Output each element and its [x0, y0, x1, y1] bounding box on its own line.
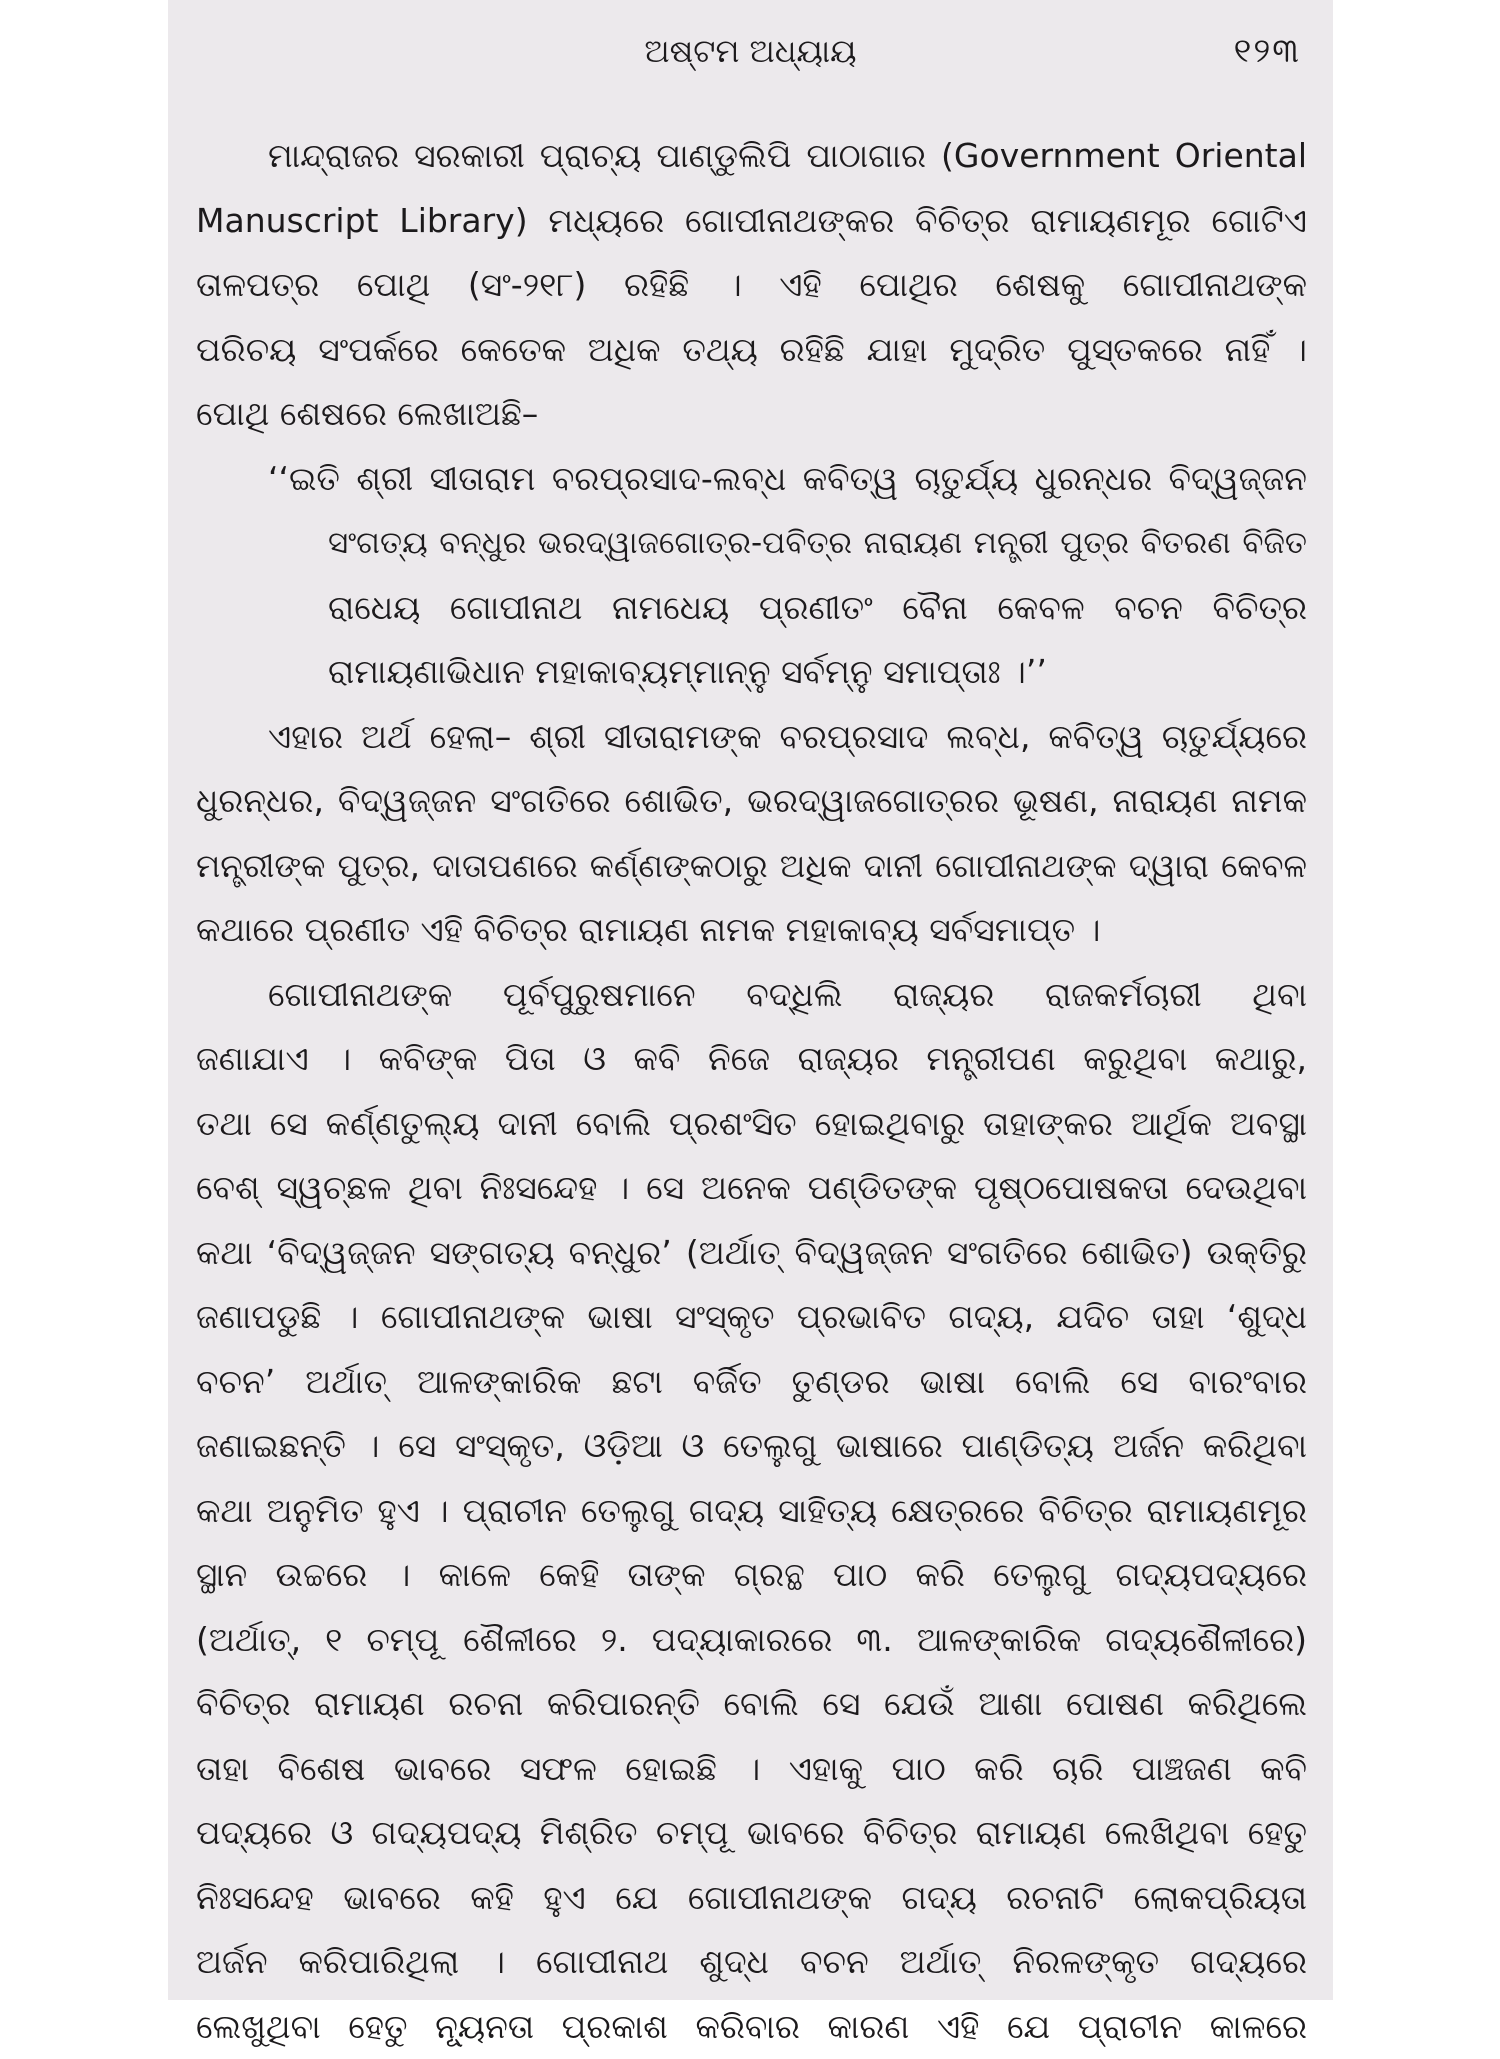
- page-number: ୧୨୩: [1234, 26, 1301, 76]
- text-line: ଏହାର ଅର୍ଥ ହେଲା– ଶ୍ରୀ ସୀତାରାମଙ୍କ ବରପ୍ରସାଦ ଲବ୍ଧ, କବିତ୍ୱ ଚାତୁର୍ଯ୍ୟରେ: [196, 705, 1307, 770]
- text-line: ଅର୍ଜନ କରିପାରିଥିଲା । ଗୋପୀନାଥ ଶୁଦ୍ଧ ବଚନ ଅର୍ଥାତ୍ ନିରଳଙ୍କୃତ ଗଦ୍ୟରେ: [196, 1930, 1307, 1995]
- text-line: ସଂଗତ୍ୟ ବନ୍ଧୁର ଭରଦ୍ୱାଜଗୋତ୍ର-ପବିତ୍ର ନାରାୟଣ ମନ୍ତ୍ରୀ ପୁତ୍ର ବିତରଣ ବିଜିତ: [196, 511, 1307, 576]
- running-head: [168, 26, 1333, 76]
- text-line: Manuscript Library) ମଧ୍ୟରେ ଗୋପୀନାଥଙ୍କର ବିଚିତ୍ର ରାମାୟଣମୂର ଗୋଟିଏ: [196, 189, 1307, 254]
- text-line: ବିଚିତ୍ର ରାମାୟଣ ରଚନା କରିପାରନ୍ତି ବୋଲି ସେ ଯେଉଁ ଆଶା ପୋଷଣ କରିଥିଲେ: [196, 1672, 1307, 1737]
- text-line: ପୋଥି ଶେଷରେ ଲେଖାଅଛି–: [196, 382, 1307, 447]
- text-line: ବଚନ’ ଅର୍ଥାତ୍ ଆଳଙ୍କାରିକ ଛଟା ବର୍ଜିତ ତୁଣ୍ଡର ଭାଷା ବୋଲି ସେ ବାରଂବାର: [196, 1350, 1307, 1415]
- text-line: ଗୋପୀନାଥଙ୍କ ପୂର୍ବପୁରୁଷମାନେ ବଦ୍ଧିଲି ରାଜ୍ୟର ରାଜକର୍ମଚାରୀ ଥିବା: [196, 963, 1307, 1028]
- book-page: [168, 0, 1333, 2000]
- text-line: ତାଳପତ୍ର ପୋଥି (ସଂ-୨୧୮) ରହିଛି । ଏହି ପୋଥିର ଶେଷକୁ ଗୋପୀନାଥଙ୍କ: [196, 253, 1307, 318]
- text-line: ମନ୍ତ୍ରୀଙ୍କ ପୁତ୍ର, ଦାତାପଣରେ କର୍ଣ୍ଣଙ୍କଠାରୁ ଅଧିକ ଦାନୀ ଗୋପୀନାଥଙ୍କ ଦ୍ୱାରା କେବଳ: [196, 834, 1307, 899]
- text-line: ଜଣାଇଛନ୍ତି । ସେ ସଂସ୍କୃତ, ଓଡ଼ିଆ ଓ ତେଲୁଗୁ ଭାଷାରେ ପାଣ୍ଡିତ୍ୟ ଅର୍ଜନ କରିଥିବା: [196, 1414, 1307, 1479]
- text-line: ଜଣାପଡୁଛି । ଗୋପୀନାଥଙ୍କ ଭାଷା ସଂସ୍କୃତ ପ୍ରଭାବିତ ଗଦ୍ୟ, ଯଦିଚ ତାହା ‘ଶୁଦ୍ଧ: [196, 1285, 1307, 1350]
- text-line: ପରିଚୟ ସଂପର୍କରେ କେତେକ ଅଧିକ ତଥ୍ୟ ରହିଛି ଯାହା ମୁଦ୍ରିତ ପୁସ୍ତକରେ ନାହିଁ ।: [196, 318, 1307, 383]
- text-line: ଜଣାଯାଏ । କବିଙ୍କ ପିତା ଓ କବି ନିଜେ ରାଜ୍ୟର ମନ୍ତ୍ରୀପଣ କରୁଥିବା କଥାରୁ,: [196, 1027, 1307, 1092]
- chapter-title: ଅଷ୍ଟମ ଅଧ୍ୟାୟ: [168, 26, 1333, 76]
- text-line: ରାଧେୟ ଗୋପୀନାଥ ନାମଧେୟ ପ୍ରଣୀତଂ ବୈନା କେବଳ ବଚନ ବିଚିତ୍ର: [196, 576, 1307, 641]
- text-line: ପଦ୍ୟରେ ଓ ଗଦ୍ୟପଦ୍ୟ ମିଶ୍ରିତ ଚମ୍ପୂ ଭାବରେ ବିଚିତ୍ର ରାମାୟଣ ଲେଖିଥିବା ହେତୁ: [196, 1801, 1307, 1866]
- text-line: (ଅର୍ଥାତ୍, ୧ ଚମ୍ପୂ ଶୈଳୀରେ ୨. ପଦ୍ୟାକାରରେ ୩. ଆଳଙ୍କାରିକ ଗଦ୍ୟଶୈଳୀରେ): [196, 1608, 1307, 1673]
- text-line: ଧୁରନ୍ଧର, ବିଦ୍ୱଜ୍ଜନ ସଂଗତିରେ ଶୋଭିତ, ଭରଦ୍ୱାଜଗୋତ୍ରର ଭୂଷଣ, ନାରାୟଣ ନାମକ: [196, 769, 1307, 834]
- text-line: ମାନ୍ଦ୍ରାଜର ସରକାରୀ ପ୍ରାଚ୍ୟ ପାଣ୍ଡୁଲିପି ପାଠାଗାର (Government Oriental: [196, 124, 1307, 189]
- text-line: ସ୍ଥାନ ଉଚ୍ଚରେ । କାଳେ କେହି ତାଙ୍କ ଗ୍ରନ୍ଥ ପାଠ କରି ତେଲୁଗୁ ଗଦ୍ୟପଦ୍ୟରେ: [196, 1543, 1307, 1608]
- text-line: ‘‘ଇତି ଶ୍ରୀ ସୀତାରାମ ବରପ୍ରସାଦ-ଲବ୍ଧ କବିତ୍ୱ ଚାତୁର୍ଯ୍ୟ ଧୁରନ୍ଧର ବିଦ୍ୱଜ୍ଜନ: [196, 447, 1307, 512]
- text-line: ଲେଖୁଥିବା ହେତୁ ନ୍ୟୂନତା ପ୍ରକାଶ କରିବାର କାରଣ ଏହି ଯେ ପ୍ରାଚୀନ କାଳରେ: [196, 1995, 1307, 2059]
- text-line: କଥା ‘ବିଦ୍ୱଜ୍ଜନ ସଙ୍ଗତ୍ୟ ବନ୍ଧୁର’ (ଅର୍ଥାତ୍ ବିଦ୍ୱଜ୍ଜନ ସଂଗତିରେ ଶୋଭିତ) ଉକ୍ତିରୁ: [196, 1221, 1307, 1286]
- text-line: ତଥା ସେ କର୍ଣ୍ଣତୁଲ୍ୟ ଦାନୀ ବୋଲି ପ୍ରଶଂସିତ ହୋଇଥିବାରୁ ତାହାଙ୍କର ଆର୍ଥିକ ଅବସ୍ଥା: [196, 1092, 1307, 1157]
- text-line: କଥାରେ ପ୍ରଣୀତ ଏହି ବିଚିତ୍ର ରାମାୟଣ ନାମକ ମହାକାବ୍ୟ ସର୍ବସମାପ୍ତ ।: [196, 898, 1307, 963]
- text-line: କଥା ଅନୁମିତ ହୁଏ । ପ୍ରାଚୀନ ତେଲୁଗୁ ଗଦ୍ୟ ସାହିତ୍ୟ କ୍ଷେତ୍ରରେ ବିଚିତ୍ର ରାମାୟଣମୂର: [196, 1479, 1307, 1544]
- text-line: ବେଶ୍ ସ୍ୱଚ୍ଛଳ ଥିବା ନିଃସନ୍ଦେହ । ସେ ଅନେକ ପଣ୍ଡିତଙ୍କ ପୃଷ୍ଠପୋଷକତା ଦେଉଥିବା: [196, 1156, 1307, 1221]
- body-text: [196, 124, 1307, 2059]
- text-line: ନିଃସନ୍ଦେହ ଭାବରେ କହି ହୁଏ ଯେ ଗୋପୀନାଥଙ୍କ ଗଦ୍ୟ ରଚନାଟି ଲୋକପ୍ରିୟତା: [196, 1866, 1307, 1931]
- text-line: ରାମାୟଣାଭିଧାନ ମହାକାବ୍ୟମ୍ମାନ୍ନୁ ସର୍ବମ୍ନୁ ସମାପ୍ତାଃ ।’’: [196, 640, 1307, 705]
- text-line: ତାହା ବିଶେଷ ଭାବରେ ସଫଳ ହୋଇଛି । ଏହାକୁ ପାଠ କରି ଚାରି ପାଞ୍ଚଜଣ କବି: [196, 1737, 1307, 1802]
